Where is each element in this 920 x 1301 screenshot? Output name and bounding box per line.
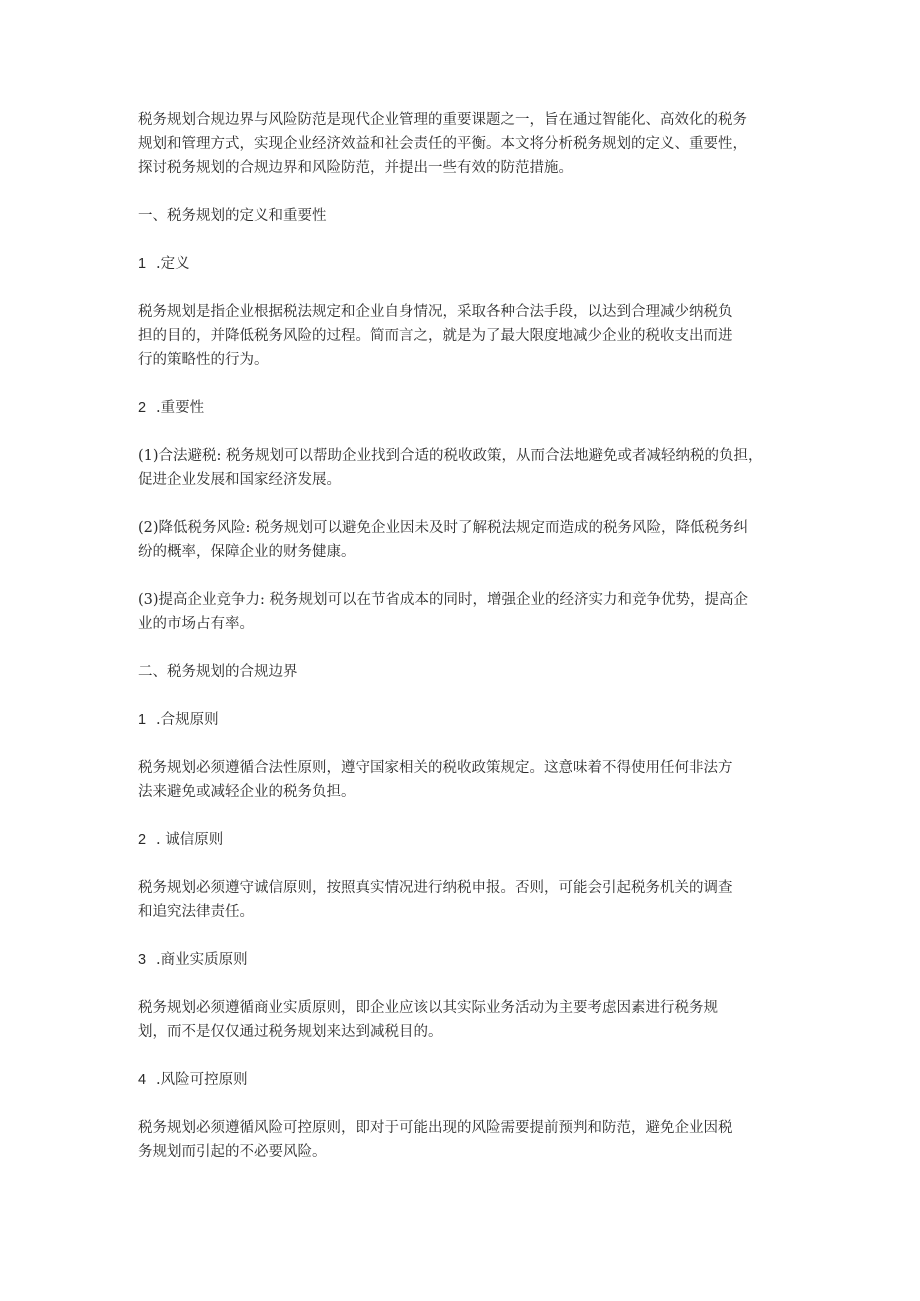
paragraph-line: 和追究法律责任。 [138,904,254,920]
sub-number: 2 [138,400,147,416]
paragraph-line: 税务规划必须遵循风险可控原则，即对于可能出现的风险需要提前预判和防范，避免企业因税 [138,1120,733,1136]
intro-line: 规划和管理方式，实现企业经济效益和社会责任的平衡。本文将分析税务规划的定义、重要性， [138,136,747,152]
substance-paragraph [138,996,798,1044]
section2-sub1-heading [138,708,798,732]
section1-heading: 一、税务规划的定义和重要性 [138,208,327,224]
paragraph-line: (1)合法避税: 税务规划可以帮助企业找到合适的税收政策，从而合法地避免或者减轻纳税的负担， [138,448,763,464]
paragraph-line: 税务规划必须遵循合法性原则，遵守国家相关的税收政策规定。这意味着不得使用任何非法方 [138,760,733,776]
paragraph-line: 促进企业发展和国家经济发展。 [138,472,341,488]
intro-line: 探讨税务规划的合规边界和风险防范，并提出一些有效的防范措施。 [138,160,573,176]
section2-sub3-heading [138,948,798,972]
intro-line: 税务规划合规边界与风险防范是现代企业管理的重要课题之一，旨在通过智能化、高效化的税务 [138,112,747,128]
section1-sub2-heading [138,396,798,420]
section1-sub1-heading [138,252,798,276]
definition-paragraph [138,300,798,372]
sub-number: 1 [138,712,147,728]
importance-item-2 [138,516,798,564]
compliance-paragraph [138,756,798,804]
paragraph-line: 行的策略性的行为。 [138,352,269,368]
sub-label: .合规原则 [156,712,219,728]
paragraph-line: 税务规划必须遵循商业实质原则，即企业应该以其实际业务活动为主要考虑因素进行税务规 [138,1000,718,1016]
paragraph-line: (3)提高企业竞争力: 税务规划可以在节省成本的同时，增强企业的经济实力和竞争优势，提高企 [138,592,749,608]
paragraph-line: 法来避免或减轻企业的税务负担。 [138,784,356,800]
sub-number: 1 [138,256,147,272]
paragraph-line: 税务规划必须遵守诚信原则，按照真实情况进行纳税申报。否则，可能会引起税务机关的调查 [138,880,733,896]
sub-label: . 诚信原则 [156,832,224,848]
sub-label: .商业实质原则 [156,952,248,968]
section2-sub4-heading [138,1068,798,1092]
sub-number: 4 [138,1072,147,1088]
paragraph-line: 划，而不是仅仅通过税务规划来达到减税目的。 [138,1024,443,1040]
intro-paragraph [138,108,798,180]
paragraph-line: 务规划而引起的不必要风险。 [138,1144,327,1160]
paragraph-line: 业的市场占有率。 [138,616,254,632]
importance-item-3 [138,588,798,636]
paragraph-line: 税务规划是指企业根据税法规定和企业自身情况，采取各种合法手段，以达到合理减少纳税负 [138,304,733,320]
sub-number: 3 [138,952,147,968]
importance-item-1 [138,444,798,492]
sub-label: .重要性 [156,400,205,416]
sub-label: .定义 [156,256,190,272]
sub-label: .风险可控原则 [156,1072,248,1088]
risk-control-paragraph [138,1116,798,1164]
integrity-paragraph [138,876,798,924]
section2-heading: 二、税务规划的合规边界 [138,664,298,680]
section2-sub2-heading [138,828,798,852]
paragraph-line: 担的目的，并降低税务风险的过程。简而言之，就是为了最大限度地减少企业的税收支出而进 [138,328,733,344]
paragraph-line: (2)降低税务风险: 税务规划可以避免企业因未及时了解税法规定而造成的税务风险，降低税务纠 [138,520,749,536]
document-page [138,108,798,1188]
paragraph-line: 纷的概率，保障企业的财务健康。 [138,544,356,560]
sub-number: 2 [138,832,147,848]
